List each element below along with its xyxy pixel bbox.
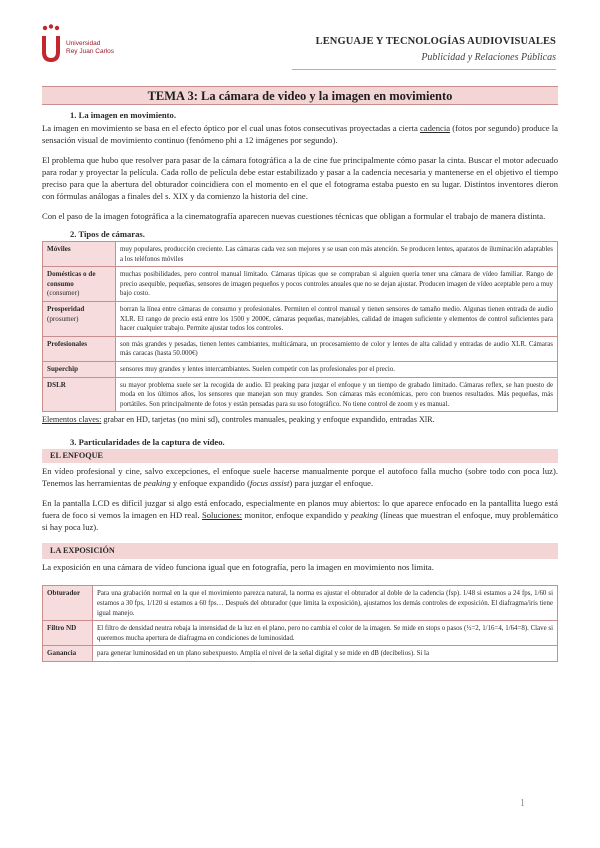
text-run: (fotos por segundo) produce la sensación visual de movimiento continuo (fenómeno phi a 12 imágenes por segundo).	[42, 123, 558, 145]
row-value: para generar luminosidad en un plano subexpuesto. Amplía el nivel de la señal digital y se mide en dB (decibelios). Si la	[93, 646, 558, 662]
logo-line-2: Rey Juan Carlos	[66, 48, 115, 55]
row-key	[43, 301, 116, 336]
row-key-label: Prosperidad	[47, 304, 85, 313]
section-heading-1: 1. La imagen en movimiento.	[70, 110, 176, 120]
table-row	[43, 586, 558, 621]
paragraph: El problema que hubo que resolver para pasar de la cámara fotográfica a la de cine fue principalmente cómo pasar la cinta. Buscar el motor adecuado para rodar y proyectar la película. Cada rollo de película debe estar estabilizado y pasar a la cadencia necesaria y mantenerse en el objetivo el tiempo preciso para que la abertura del obturador coincidiera con el momento en el que el fotograma estaba puesto en su lugar. Distintos inventores dieron con fórmulas análogas a finales del s. XIX y da comienzo la historia del cine.	[42, 155, 558, 201]
row-key-label: Domésticas o de consumo	[47, 270, 96, 288]
row-value: muy populares, producción creciente. Las cámaras cada vez son mejores y se usan con más atención. Se producen lentes, aparatos de iluminación adaptables a los teléfonos móviles	[116, 242, 558, 267]
text-run: La imagen en movimiento se basa en el efecto óptico por el cual unas fotos consecutivas proyectadas a cierta	[42, 123, 420, 133]
row-key-label: Superchip	[47, 364, 79, 373]
course-title: LENGUAJE Y TECNOLOGÍAS AUDIOVISUALES	[315, 36, 556, 47]
text-run: y enfoque expandido (	[170, 478, 250, 489]
row-key-label: Profesionales	[47, 339, 88, 348]
row-key	[43, 377, 116, 412]
paragraph: La exposición en una cámara de vídeo funciona igual que en fotografía, pero la imagen en movimiento nos limita.	[42, 562, 434, 573]
table-row	[43, 336, 558, 361]
table-row	[43, 621, 558, 646]
logo-text	[66, 40, 114, 56]
underlined-term: cadencia	[419, 123, 451, 133]
course-subtitle: Publicidad y Relaciones Públicas	[421, 52, 556, 63]
text-run: (líneas que muestran el enfoque, muy problemático si hay poca luz).	[42, 510, 558, 533]
notes-text: grabar en HD, tarjetas (no mini sd), controles manuales, peaking y enfoque expandido, entradas XlR.	[101, 415, 435, 425]
row-key	[43, 267, 116, 302]
table-row	[43, 361, 558, 377]
row-key-note: (consumer)	[47, 289, 80, 298]
table-row	[43, 301, 558, 336]
row-value: muchas posibilidades, pero control manual limitado. Cámaras típicas que se compraban si alguien quería tener una cámara de vídeo familiar. Rango de precio asequible, pequeñas, sensores de imagen pequeños y pocos controles anuales que no se dejan ajustar. Producen imagen de vídeo aceptable pero a muy bajo costo.	[116, 267, 558, 302]
row-value: su mayor problema suele ser la recogida de audio. El peaking para juzgar el enfoque y un tiempo de grabado limitado. Cámaras reflex, se han puesto de moda en los últimos años, los sensores que manejan son muy grandes. Son cámaras más económicas, pero con buenos resultados. Más pequeñas, más portátiles. Son principalmente de fotos y están pensadas para su uso fotográfico. No tiene control de zoom y es manual.	[116, 377, 558, 412]
section-heading-2: 2. Tipos de cámaras.	[70, 229, 145, 239]
italic-term: peaking	[143, 478, 171, 489]
paragraph: Con el paso de la imagen fotográfica a la cinematografía aparecen nuevas cuestiones técnicas que obligan a formular el trabajo de manera distinta.	[42, 211, 546, 221]
row-value: El filtro de densidad neutra rebaja la intensidad de la luz en el plano, pero no cambia el color de la imagen. Se mide en stops o pasos (½=2, 1/16=4, 1/64=8). Clave si queremos mucha apertura de diafragma en condiciones de luminosidad.	[93, 621, 558, 646]
header-divider	[292, 69, 556, 70]
row-key: Obturador	[43, 586, 93, 621]
row-key	[43, 242, 116, 267]
table-row	[43, 377, 558, 412]
italic-term: peaking	[350, 510, 378, 521]
text-run: ) para juzgar el enfoque.	[289, 478, 374, 489]
row-key: Filtro ND	[43, 621, 93, 646]
subsection-band-focus: EL ENFOQUE	[42, 449, 558, 463]
row-value: son más grandes y pesadas, tienen lentes cambiantes, multicámara, un procesamiento de color y lentes de alta calidad y entradas de audio XLR. Cámaras más caracas (hasta 50.000€)	[116, 336, 558, 361]
row-key	[43, 336, 116, 361]
row-key: Ganancia	[43, 646, 93, 662]
logo-line-1: Universidad	[66, 40, 101, 47]
row-key-note: (prosumer)	[47, 314, 79, 323]
row-key-label: Móviles	[47, 245, 71, 253]
urjc-logo-icon	[40, 24, 62, 64]
page-number: 1	[520, 798, 525, 809]
text-run: En vídeo profesional y cine, salvo excepciones, el enfoque suele hacerse manualmente porque el autofoco falla mucho (sobre todo con poca luz). Tenemos las herramientas de	[42, 466, 558, 489]
exposure-table	[42, 585, 558, 662]
table-row	[43, 267, 558, 302]
paragraph	[42, 497, 558, 533]
underlined-term: Soluciones:	[201, 510, 243, 521]
table-row	[43, 242, 558, 267]
subsection-band-exposure: LA EXPOSICIÓN	[42, 543, 558, 559]
row-value: Para una grabación normal en la que el movimiento parezca natural, la norma es ajustar el obturador al doble de la cadencia (fsp). 1/48 si estamos a 24 fps, 1/60 si estamos a 30 fps, 1/120 si estamos a 60 fps… Después del obturador (que limita la exposición), ajustamos los demás controles de exposición. El diafragma/iris tiene igual manejo.	[93, 586, 558, 621]
row-value: sensores muy grandes y lentes intercambiantes. Suelen competir con las profesionales por el precio.	[116, 361, 558, 377]
row-value: borran la línea entre cámaras de consumo y profesionales. Permiten el control manual y tienen sensores de tamaño medio. Algunas tienen entrada de audio XLR. El rango de precio está entre los 1500 y 2000€, cámaras pequeñas, manejables, calidad de imagen suficiente y elementos de control suficientes para hacer cualquier trabajo. Permite ajustar todos los controles.	[116, 301, 558, 336]
text-run: En la pantalla LCD es difícil juzgar si algo está enfocado, especialmente en planos muy abiertos: lo que aparece enfocado en la pantallita luego está fuera de foco si vemos la imagen en HD real.	[42, 498, 558, 521]
table-row	[43, 646, 558, 662]
italic-term: focus assist	[249, 478, 290, 489]
text-run: monitor, enfoque expandido y	[242, 510, 351, 521]
notes-label: Elementos claves:	[42, 415, 102, 425]
paragraph	[42, 122, 558, 146]
key-elements-note	[42, 414, 558, 426]
row-key	[43, 361, 116, 377]
row-key-label: DSLR	[47, 380, 66, 389]
page-title: TEMA 3: La cámara de video y la imagen en movimiento	[42, 86, 558, 105]
camera-types-table	[42, 241, 558, 412]
paragraph	[42, 465, 558, 489]
section-heading-3: 3. Particularidades de la captura de vídeo.	[70, 437, 225, 448]
university-logo	[40, 20, 120, 70]
page-content	[42, 86, 558, 662]
